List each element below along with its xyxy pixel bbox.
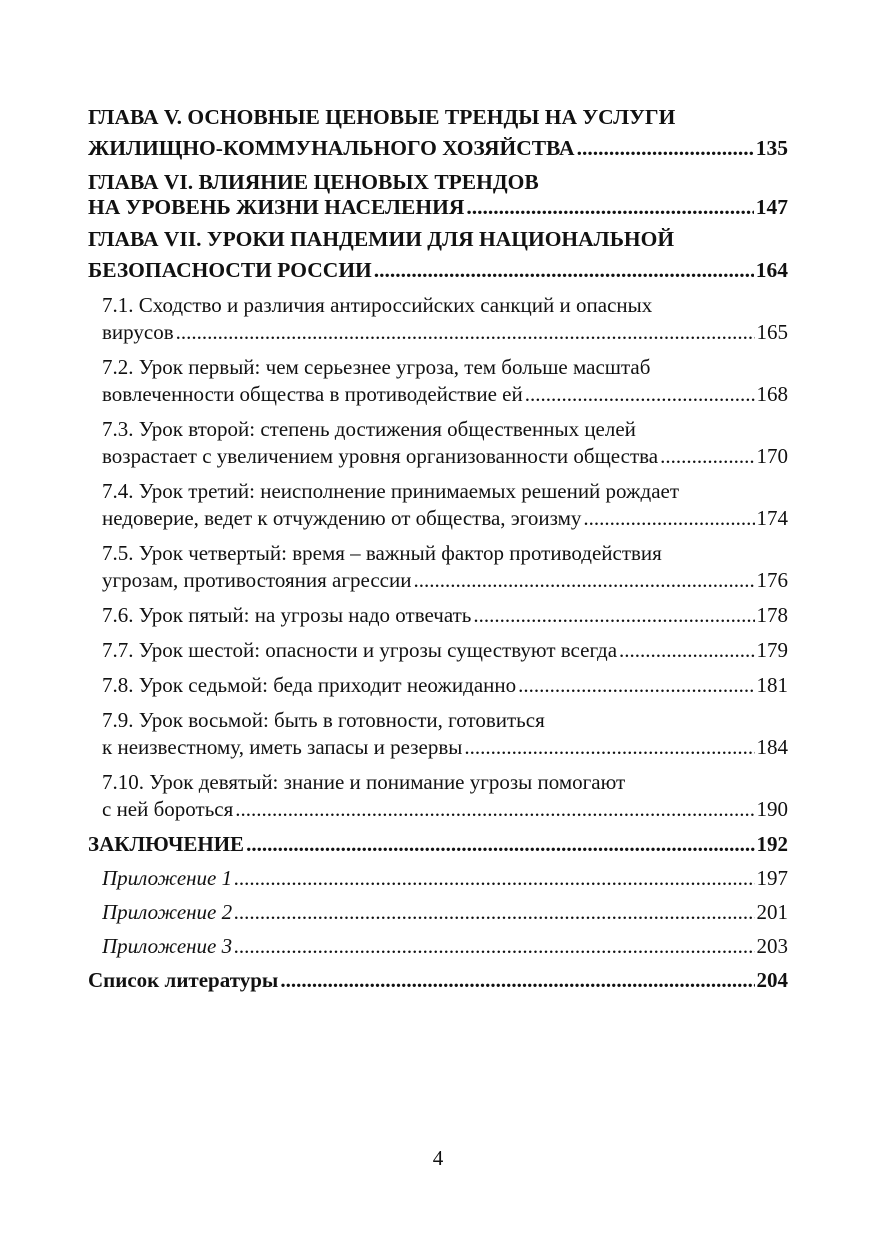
toc-section-title-part2: вирусов bbox=[102, 320, 174, 344]
toc-section-line1 bbox=[102, 602, 788, 629]
toc-appendix-page: 201 bbox=[756, 900, 788, 924]
toc-section-title: 7.7. Урок шестой: опасности и угрозы существуют всегда bbox=[102, 638, 618, 662]
toc-chapter-7-title-part1: ГЛАВА VII. УРОКИ ПАНДЕМИИ ДЛЯ НАЦИОНАЛЬНОЙ bbox=[88, 227, 675, 251]
dot-leader bbox=[374, 255, 754, 286]
toc-section-page: 176 bbox=[756, 568, 788, 592]
toc-section-page: 179 bbox=[756, 638, 788, 662]
dot-leader bbox=[660, 443, 754, 470]
toc-chapter-7-page: 164 bbox=[755, 258, 788, 282]
toc-chapter-6-line1 bbox=[88, 170, 788, 195]
toc-section-title: 7.6. Урок пятый: на угрозы надо отвечать bbox=[102, 603, 472, 627]
toc-literature[interactable] bbox=[88, 963, 788, 997]
toc-section-7-6[interactable] bbox=[88, 602, 788, 629]
toc-section-line1 bbox=[102, 354, 788, 381]
toc-section-7-3[interactable] bbox=[88, 416, 788, 470]
toc-section-7-7[interactable] bbox=[88, 637, 788, 664]
toc-section-page: 168 bbox=[756, 382, 788, 406]
toc-appendix-1[interactable] bbox=[88, 861, 788, 895]
toc-section-page: 170 bbox=[756, 444, 788, 468]
dot-leader bbox=[464, 734, 754, 761]
dot-leader bbox=[577, 133, 754, 164]
dot-leader bbox=[466, 195, 753, 220]
toc-section-7-10[interactable] bbox=[88, 769, 788, 823]
toc-conclusion-page: 192 bbox=[756, 832, 788, 856]
toc-appendix-2[interactable] bbox=[88, 895, 788, 929]
dot-leader bbox=[234, 929, 754, 963]
toc-section-page: 181 bbox=[756, 673, 788, 697]
toc-appendix-title: Приложение 2 bbox=[102, 900, 233, 924]
toc-section-page: 178 bbox=[756, 603, 788, 627]
toc-chapter-6-title-part2: НА УРОВЕНЬ ЖИЗНИ НАСЕЛЕНИЯ bbox=[88, 195, 465, 219]
toc-appendix-line bbox=[102, 861, 788, 895]
toc-appendix-line bbox=[102, 895, 788, 929]
toc-section-line2 bbox=[102, 734, 788, 761]
toc-section-line1 bbox=[102, 769, 788, 796]
toc-section-title-part2: угрозам, противостояния агрессии bbox=[102, 568, 412, 592]
toc-section-title-part1: 7.5. Урок четвертый: время – важный фактор противодействия bbox=[102, 541, 662, 565]
dot-leader bbox=[525, 381, 755, 408]
toc-appendix-title: Приложение 3 bbox=[102, 934, 233, 958]
toc-section-title-part1: 7.1. Сходство и различия антироссийских санкций и опасных bbox=[102, 293, 653, 317]
toc-section-title-part1: 7.4. Урок третий: неисполнение принимаемых решений рождает bbox=[102, 479, 680, 503]
toc-chapter-6-line2 bbox=[88, 195, 788, 220]
toc-appendix-page: 197 bbox=[756, 866, 788, 890]
toc-section-page: 174 bbox=[756, 506, 788, 530]
toc-section-7-4[interactable] bbox=[88, 478, 788, 532]
toc-section-page: 184 bbox=[756, 735, 788, 759]
toc-section-line2 bbox=[102, 319, 788, 346]
toc-chapter-5-line2 bbox=[88, 133, 788, 164]
dot-leader bbox=[234, 861, 754, 895]
toc-chapter-6-page: 147 bbox=[755, 195, 788, 219]
toc-section-line1 bbox=[102, 540, 788, 567]
toc-appendix-title: Приложение 1 bbox=[102, 866, 233, 890]
toc-section-title-part1: 7.9. Урок восьмой: быть в готовности, готовиться bbox=[102, 708, 545, 732]
toc-section-line1 bbox=[102, 292, 788, 319]
dot-leader bbox=[619, 637, 754, 664]
toc-section-page: 165 bbox=[756, 320, 788, 344]
dot-leader bbox=[583, 505, 754, 532]
toc-conclusion-title: ЗАКЛЮЧЕНИЕ bbox=[88, 832, 245, 856]
toc-section-7-1[interactable] bbox=[88, 292, 788, 346]
toc-chapter-5[interactable] bbox=[88, 102, 788, 164]
toc-appendix-page: 203 bbox=[756, 934, 788, 958]
table-of-contents bbox=[88, 102, 788, 997]
toc-section-title: 7.8. Урок седьмой: беда приходит неожиданно bbox=[102, 673, 517, 697]
dot-leader bbox=[176, 319, 755, 346]
toc-chapter-5-page: 135 bbox=[755, 136, 788, 160]
toc-section-line1 bbox=[102, 672, 788, 699]
toc-section-line2 bbox=[102, 505, 788, 532]
toc-section-title-part2: с ней бороться bbox=[102, 797, 234, 821]
toc-section-page: 190 bbox=[756, 797, 788, 821]
toc-section-line2 bbox=[102, 567, 788, 594]
toc-chapter-6[interactable] bbox=[88, 170, 788, 220]
toc-literature-page: 204 bbox=[756, 968, 788, 992]
toc-section-title-part2: к неизвестному, иметь запасы и резервы bbox=[102, 735, 463, 759]
toc-section-line1 bbox=[102, 416, 788, 443]
toc-conclusion-line bbox=[88, 827, 788, 861]
toc-section-7-2[interactable] bbox=[88, 354, 788, 408]
toc-chapter-5-title-part1: ГЛАВА V. ОСНОВНЫЕ ЦЕНОВЫЕ ТРЕНДЫ НА УСЛУГИ bbox=[88, 105, 676, 129]
toc-section-line1 bbox=[102, 637, 788, 664]
toc-chapter-7-line2 bbox=[88, 255, 788, 286]
toc-chapter-6-title-part1: ГЛАВА VI. ВЛИЯНИЕ ЦЕНОВЫХ ТРЕНДОВ bbox=[88, 170, 539, 194]
toc-section-line1 bbox=[102, 707, 788, 734]
toc-conclusion[interactable] bbox=[88, 827, 788, 861]
toc-chapter-5-title-part2: ЖИЛИЩНО-КОММУНАЛЬНОГО ХОЗЯЙСТВА bbox=[88, 136, 575, 160]
toc-section-title-part2: возрастает с увеличением уровня организованности общества bbox=[102, 444, 659, 468]
toc-section-title-part1: 7.3. Урок второй: степень достижения общественных целей bbox=[102, 417, 636, 441]
toc-section-line1 bbox=[102, 478, 788, 505]
dot-leader bbox=[235, 796, 754, 823]
toc-chapter-5-line1 bbox=[88, 102, 788, 133]
toc-literature-line bbox=[88, 963, 788, 997]
toc-chapter-7[interactable] bbox=[88, 224, 788, 286]
toc-appendix-3[interactable] bbox=[88, 929, 788, 963]
dot-leader bbox=[518, 672, 754, 699]
toc-section-title-part1: 7.10. Урок девятый: знание и понимание угрозы помогают bbox=[102, 770, 626, 794]
dot-leader bbox=[234, 895, 754, 929]
toc-section-7-9[interactable] bbox=[88, 707, 788, 761]
toc-section-title-part2: недоверие, ведет к отчуждению от общества, эгоизму bbox=[102, 506, 582, 530]
toc-section-7-5[interactable] bbox=[88, 540, 788, 594]
dot-leader bbox=[246, 827, 754, 861]
dot-leader bbox=[413, 567, 754, 594]
toc-section-title-part1: 7.2. Урок первый: чем серьезнее угроза, тем больше масштаб bbox=[102, 355, 651, 379]
toc-chapter-7-line1 bbox=[88, 224, 788, 255]
toc-section-7-8[interactable] bbox=[88, 672, 788, 699]
dot-leader bbox=[280, 963, 754, 997]
page-number: 4 bbox=[432, 1146, 444, 1170]
toc-literature-title: Список литературы bbox=[88, 968, 279, 992]
toc-appendix-line bbox=[102, 929, 788, 963]
toc-section-line2 bbox=[102, 381, 788, 408]
toc-section-line2 bbox=[102, 443, 788, 470]
dot-leader bbox=[473, 602, 754, 629]
toc-section-title-part2: вовлеченности общества в противодействие ей bbox=[102, 382, 523, 406]
toc-chapter-7-title-part2: БЕЗОПАСНОСТИ РОССИИ bbox=[88, 258, 372, 282]
toc-section-line2 bbox=[102, 796, 788, 823]
